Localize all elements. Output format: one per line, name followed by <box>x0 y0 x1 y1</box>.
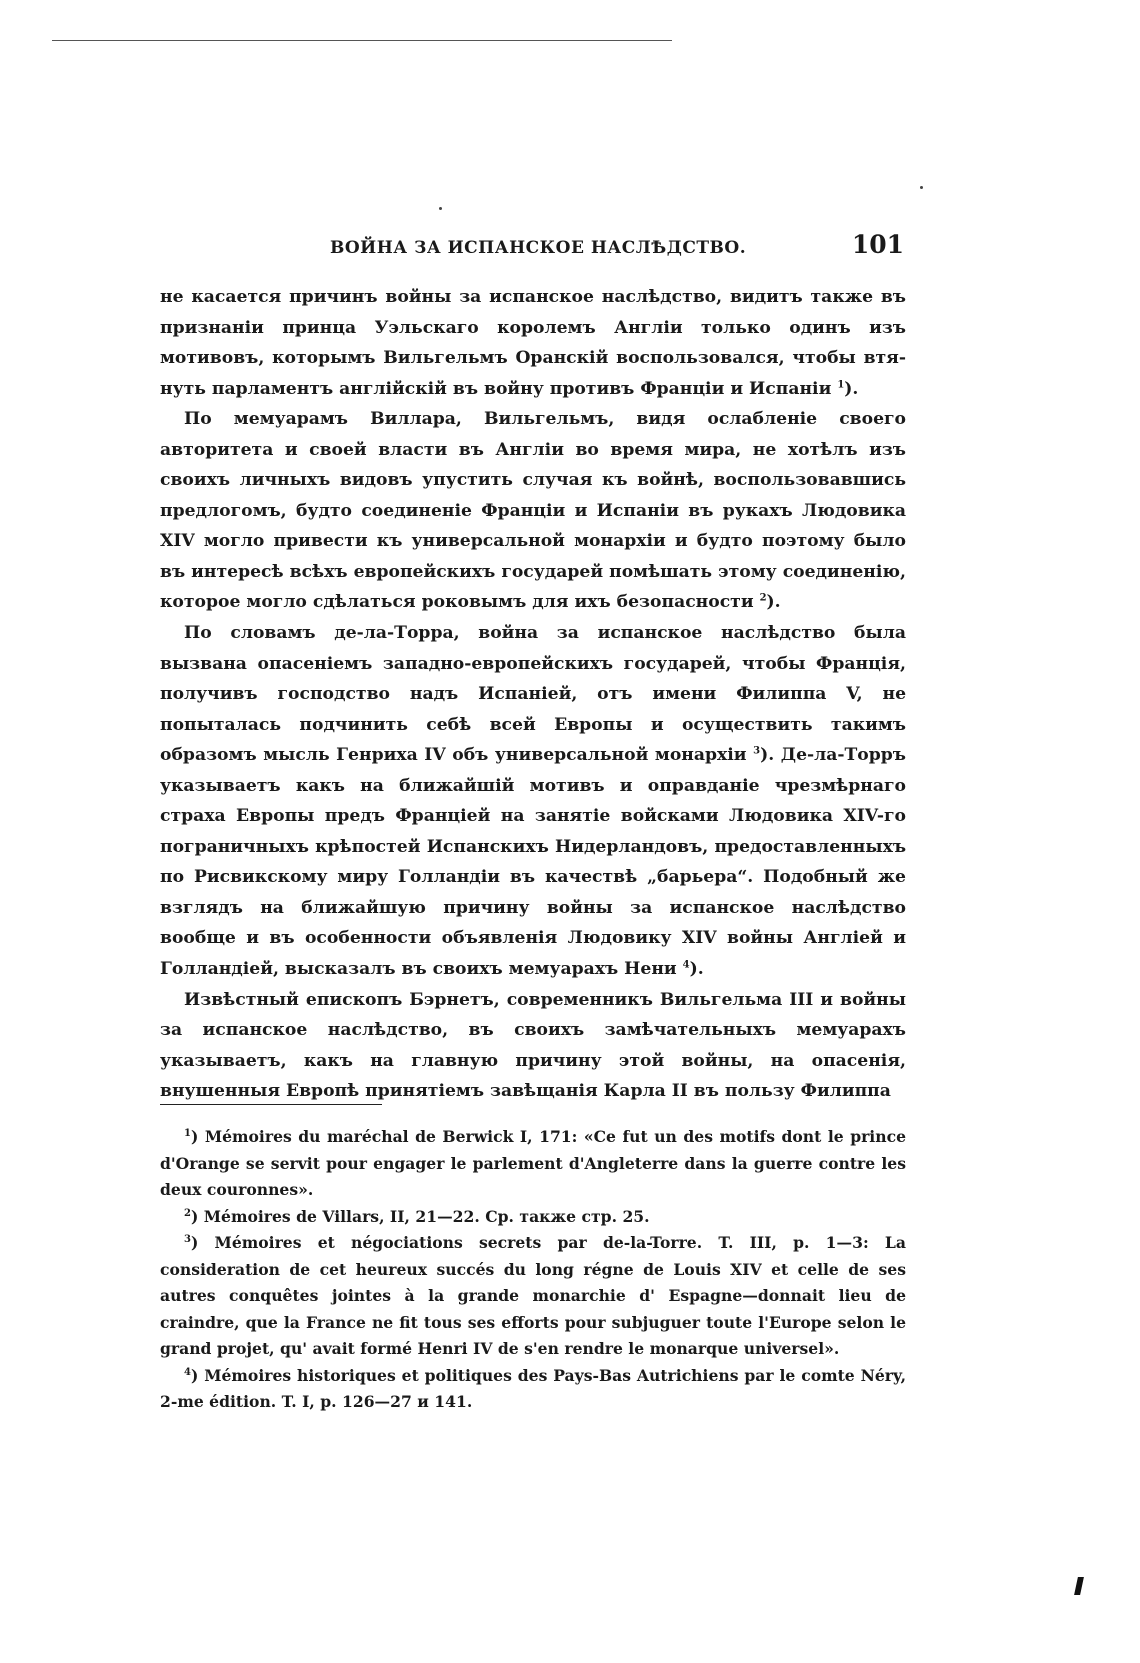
footnote-divider <box>160 1104 382 1105</box>
footnote-ref: 1 <box>837 378 845 390</box>
paragraph: По словамъ де-ла-Торра, война за испанское наслѣдство была вызвана опасеніемъ западно-европейскихъ государей, чтобы Франція, получивъ господство надъ Испаніей, отъ имени Филиппа V, не попыталась подчинить себѣ всей Европы и осуществить такимъ образомъ мысль Генриха IV объ универсальной монархіи $^3$). Де-ла-Торръ указываетъ какъ на ближайшій мотивъ и оправданіе чрезмѣрнаго страха Европы предъ Франціей на занятіе войсками Людовика XIV-го пограничныхъ крѣпостей Испанскихъ Нидерландовъ, предоставленныхъ по Рисвикскому миру Голландіи въ качествѣ „барьера“. Подобный же взглядъ на ближайшую причину войны за испанское наслѣдство вообще и въ особенности объявленія Людовику XIV войны Англіей и Голландіей, высказалъ въ своихъ мемуарахъ Нени $^4$). <box>160 623 906 980</box>
footnote-mark: 4 <box>184 1366 191 1378</box>
paragraph: По мемуарамъ Виллара, Вильгельмъ, видя ослабленіе своего авторитета и своей власти въ Англіи во время мира, не хотѣлъ изъ своихъ личныхъ видовъ упустить случая къ войнѣ, воспользовавшись предлогомъ, будто соединеніе Франціи и Испаніи въ рукахъ Людовика XIV могло привести къ универсальной монархіи и будто поэтому было въ интересѣ всѣхъ европейскихъ государей помѣшать этому соединенію, которое могло сдѣлаться роковымъ для ихъ безопасности $^2$). <box>160 409 906 613</box>
page-header <box>160 226 920 262</box>
footnote: $^1$) Mémoires du maréchal de Berwick I, 171: «Ce fut un des motifs dont le prince d'Orange se servit pour engager le parlement d'Angleterre dans la guerre contre les deux couronnes». <box>160 1127 906 1199</box>
paragraph: не касается причинъ войны за испанское наслѣдство, видитъ также въ признаніи принца Уэльскаго королемъ Англіи только одинъ изъ мотивовъ, которымъ Вильгельмъ Оранскій воспользовался, чтобы втя-нуть парламентъ англійскій въ войну противъ Франціи и Испаніи $^1$). <box>160 287 906 399</box>
footnote-ref: 4 <box>682 959 690 971</box>
body-text <box>160 282 906 1107</box>
scan-speck <box>439 207 442 210</box>
page-number: 101 <box>851 230 904 259</box>
footnote-mark: 3 <box>184 1233 191 1245</box>
top-scan-rule <box>52 40 672 41</box>
footnote-mark: 1 <box>184 1127 191 1139</box>
footnotes <box>160 1124 906 1416</box>
footnote: $^4$) Mémoires historiques et politiques des Pays-Bas Autrichiens par le comte Néry, 2-me édition. T. I, p. 126—27 и 141. <box>160 1365 906 1411</box>
footnote: $^3$) Mémoires et négociations secrets par de-la-Torre. T. III, p. 1—3: La consideration de cet heureux succés du long régne de Louis XIV et celle de ses autres conquêtes jointes à la grande monarchie d' Espagne—donnait lieu de craindre, que la France ne fit tous ses efforts pour subjuguer toute l'Europe selon le grand projet, qu' avait formé Henri IV de s'en rendre le monarque universel». <box>160 1233 906 1358</box>
paragraph: Извѣстный епископъ Бэрнетъ, современникъ Вильгельма III и войны за испанское наслѣдство, въ своихъ замѣчательныхъ мемуарахъ указываетъ, какъ на главную причину этой войны, на опасенія, внушенныя Европѣ принятіемъ завѣщанія Карла II въ пользу Филиппа <box>160 989 906 1102</box>
footnote: $^2$) Mémoires de Villars, II, 21—22. Ср. также стр. 25. <box>184 1206 650 1226</box>
running-head: ВОЙНА ЗА ИСПАНСКОЕ НАСЛѢДСТВО. <box>330 238 747 258</box>
scan-speck <box>920 186 923 189</box>
footnote-mark: 2 <box>184 1207 191 1219</box>
scan-corner-mark <box>1074 1577 1084 1595</box>
footnote-ref: 3 <box>753 745 761 757</box>
footnote-ref: 2 <box>759 592 767 604</box>
